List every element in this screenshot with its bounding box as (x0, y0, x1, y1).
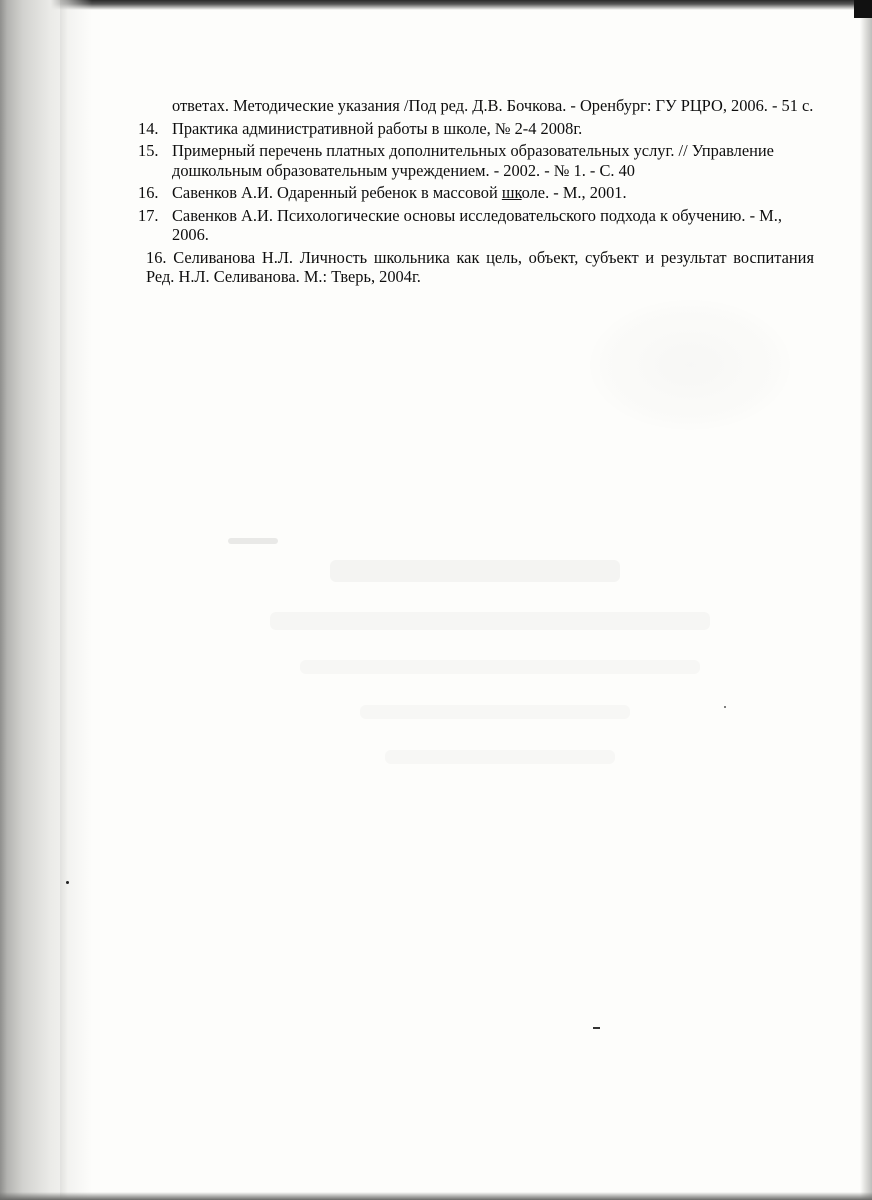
bleed-through-line (360, 705, 630, 719)
bleed-through-line (270, 612, 710, 630)
entry-text: Савенков А.И. Психологические основы исследовательского подхода к обучению. - М., 2006. (172, 205, 782, 244)
entry-number: 17. (138, 205, 159, 225)
bleed-through-line (228, 538, 278, 544)
entry-number: 16. (146, 247, 167, 267)
entry-text (172, 183, 627, 202)
scan-speck (724, 706, 726, 708)
bibliography-entry (138, 183, 814, 203)
bibliography-entry (138, 141, 814, 180)
scan-binding-fold (60, 0, 68, 1200)
bleed-through-stamp (590, 300, 790, 430)
bleed-through-line (300, 660, 700, 674)
entry-text: Практика административной работы в школе, № 2-4 2008г. (172, 118, 583, 138)
entry-text: Селиванова Н.Л. Личность школьника как цель, объект, субъект и результат воспитания Ред. Н.Л. Селиванова. М.: Тверь, 2004г. (146, 247, 814, 286)
bibliography-entry (146, 96, 814, 116)
scan-top-edge (0, 0, 872, 10)
entry-text-part: Савенков А.И. Одаренный ребенок в массовой (172, 183, 502, 202)
bleed-through-line (330, 560, 620, 582)
bleed-through-line (385, 750, 615, 764)
bibliography-list (138, 96, 814, 290)
bibliography-entry (138, 118, 814, 139)
scan-corner-mark (854, 0, 872, 18)
entry-number: 14. (138, 118, 159, 138)
scan-dash-mark (593, 1027, 600, 1029)
entry-number: 15. (138, 141, 159, 160)
bibliography-entry (146, 248, 814, 287)
bibliography-entry (138, 205, 814, 245)
entry-text: Примерный перечень платных дополнительных образовательных услуг. // Управление дошкольным образовательным учреждением. - 2002. - № 1. - С. 40 (172, 141, 774, 180)
scan-left-shadow (0, 0, 92, 1200)
entry-text-part: оле. - М., 2001. (521, 183, 627, 202)
scan-speck (66, 881, 69, 884)
entry-text: ответах. Методические указания /Под ред. Д.В. Бочкова. - Оренбург: ГУ РЦРО, 2006. - 51 с. (172, 96, 814, 115)
underlined-fragment: шк (501, 183, 522, 202)
scan-bottom-edge (0, 1192, 872, 1200)
scan-right-edge (860, 0, 872, 1200)
entry-number: 16. (138, 183, 159, 202)
